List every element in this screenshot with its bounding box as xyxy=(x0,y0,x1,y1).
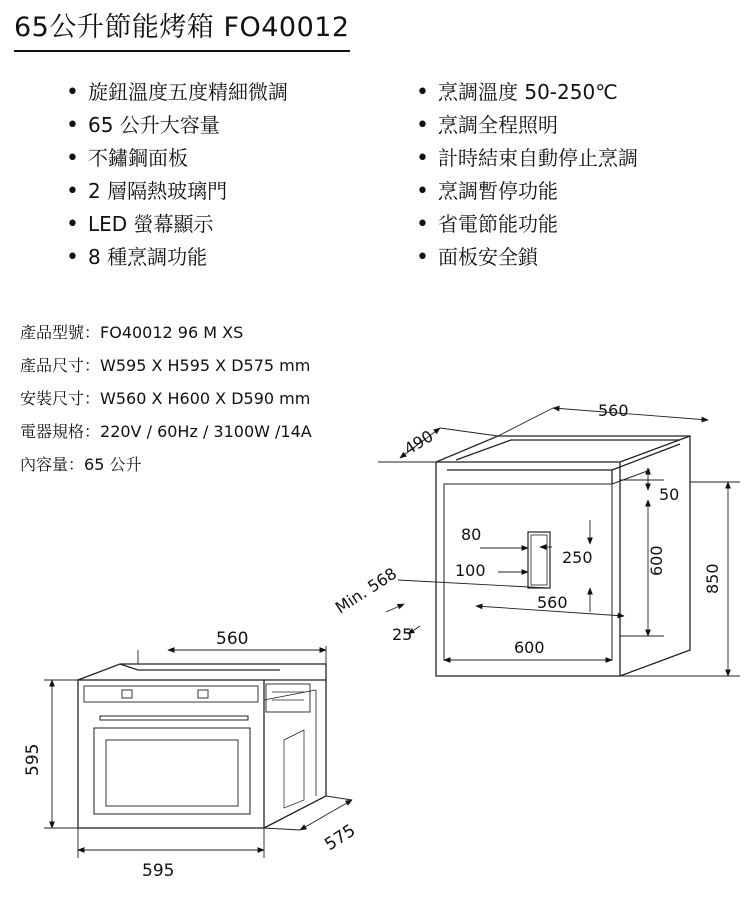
dim-label: 560 xyxy=(598,401,629,420)
feature-item: • 計時結束自動停止烹調 xyxy=(416,142,638,175)
feature-item: • 烹調溫度 50-250℃ xyxy=(416,76,638,109)
dim-label: 490 xyxy=(400,426,437,459)
oven-dimensions xyxy=(44,646,352,858)
dim-label: 595 xyxy=(23,743,43,776)
spec-capacity: 內容量：65 公升 xyxy=(20,455,142,474)
feature-item: • 烹調全程照明 xyxy=(416,109,638,142)
dim-label: 80 xyxy=(461,525,482,544)
feature-item: • 不鏽鋼面板 xyxy=(66,142,288,175)
spec-model: 產品型號：FO40012 96 M XS xyxy=(20,323,244,342)
feature-item: • 省電節能功能 xyxy=(416,208,638,241)
dim-label: 600 xyxy=(647,545,666,576)
dim-label: 25 xyxy=(392,625,413,644)
feature-item: • 旋鈕溫度五度精細微調 xyxy=(66,76,288,109)
dim-label: 575 xyxy=(321,820,360,856)
feature-item: • 65 公升大容量 xyxy=(66,109,288,142)
dim-label: 600 xyxy=(514,638,545,657)
dim-label: 560 xyxy=(537,593,568,612)
spec-install-size: 安裝尺寸：W560 X H600 X D590 mm xyxy=(20,389,311,408)
spec-electrical: 電器規格：220V / 60Hz / 3100W /14A xyxy=(20,422,312,441)
feature-item: • 烹調暫停功能 xyxy=(416,175,638,208)
dim-label: 250 xyxy=(562,548,593,567)
cabinet-dimensions xyxy=(378,408,740,676)
page-title: 65公升節能烤箱 FO40012 xyxy=(14,10,350,52)
dim-label: Min. 568 xyxy=(331,563,401,618)
feature-item: • 面板安全鎖 xyxy=(416,241,638,274)
spec-product-size: 產品尺寸：W595 X H595 X D575 mm xyxy=(20,356,311,375)
dim-label: 595 xyxy=(142,861,175,881)
dim-label: 50 xyxy=(659,485,680,504)
dim-label: 100 xyxy=(455,561,486,580)
oven-drawing xyxy=(78,664,326,828)
oven-labels xyxy=(23,629,359,881)
dim-label: 560 xyxy=(216,629,249,649)
dim-label: 850 xyxy=(703,563,722,594)
feature-item: • 2 層隔熱玻璃門 xyxy=(66,175,288,208)
feature-item: • 8 種烹調功能 xyxy=(66,241,288,274)
feature-item: • LED 螢幕顯示 xyxy=(66,208,288,241)
